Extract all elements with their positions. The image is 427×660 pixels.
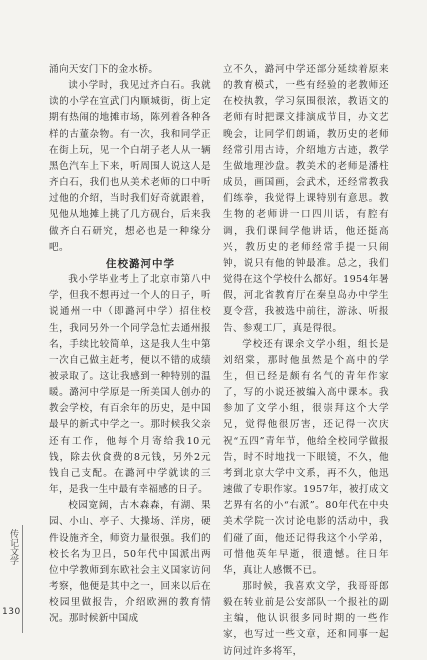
paragraph: 立不久，潞河中学还部分延续着原来的教育模式，一些有经验的老教师还在校执教，学习氛围很浓，教语文的老师有时把课文排演成节目，办文艺晚会，让同学们朗诵，教历史的老师经常引用古诗，介绍地方古迹，教学生做地理沙盘。教美术的老师是潘柱成员，画国画，会武术，还经常教我们练拳，我觉得上课特别有意思。教生物的老师讲一口四川话，有腔有调，我们课间学他讲话，他还挺高兴，教历史的老师经常手提一只闹钟，说只有他的钟最准。总之，我们觉得在这个学校什么都好。1954年暑假，河北省教育厅在秦皇岛办中学生夏令营，我被选中前往，游泳、听报告、参观工厂，真是得很。 (223, 64, 389, 334)
page-number: 130 (2, 607, 21, 617)
paragraph: 读小学时，我见过齐白石。我就读的小学在宣武门内顺城街，街上定期有热闹的地摊市场，陈列着各种各样的古董杂物。有一次，我和同学正在街上玩，见一个白胡子老人从一辆黑色汽车上下来，听周围人说这人是齐白石，我们也从美术老师的口中听过他的介绍，当时我们好奇就跟着，见他从地摊上挑了几方砚台，后来我做齐白石研究，想必也是一种缘分吧。 (49, 80, 211, 253)
paragraph: 那时候，我喜欢文学，我哥哥郎毅在转业前是公安部队一个报社的副主编，他认识很多同时期的一些作家，也写过一些文章，还和同事一起访问过许多将军， (223, 581, 389, 657)
magazine-section-label: 传记文学 (8, 529, 18, 565)
section-heading: 住校潞河中学 (106, 257, 175, 270)
left-text-column (49, 62, 211, 627)
paragraph: 校园宽阔，古木森森，有湖、果园、小山、亭子、大操场、洋房，硬件设施齐全，师资力量很强。我们的校长名为卫吕，50年代中国派出两位中学教师到东欧社会主义国家访问考察，他便是其中之一，回来以后在校园里做报告，介绍欧洲的教育情况。那时候新中国成 (49, 500, 211, 625)
right-text-column (223, 62, 389, 660)
paragraph: 我小学毕业考上了北京市第八中学，但我不想再过一个人的日子，听说通州一中（即潞河中学）招住校生，我同另外一个同学急忙去通州报名，手续比较简单，这是我人生中第一次自己做主赶考，便以不错的成绩被录取了。这让我感到一种特别的温暖。潞河中学原是一所美国人创办的教会学校，有百余年的历史，是中国最早的新式中学之一。那时候我父亲还有工作，他每个月寄给我10元钱，除去伙食费的8元钱，另外2元钱自己支配。在潞河中学就读的三年，是我一生中最有幸福感的日子。 (49, 274, 211, 496)
paragraph: 学校还有课余文学小组，组长是刘绍棠，那时他虽然是个高中的学生，但已经是颇有名气的青年作家了，写的小说还被编入高中课本。我参加了文学小组，很崇拜这个大学兄，觉得他很厉害，还记得一次庆祝“五四”青年节，他给全校同学做报告，时不时地找一下眼镜，不久，他考到北京大学中文系，再不久，他迅速做了专职作家。1957年，被打成文艺界有名的小“右派”。80年代在中央美术学院一次讨论电影的活动中，我们碰了面，他还记得我这个小学弟，可惜他英年早逝，很遗憾。往日年华，真让人感慨不已。 (223, 338, 389, 576)
paragraph: 涌向天安门下的金水桥。 (49, 64, 159, 75)
